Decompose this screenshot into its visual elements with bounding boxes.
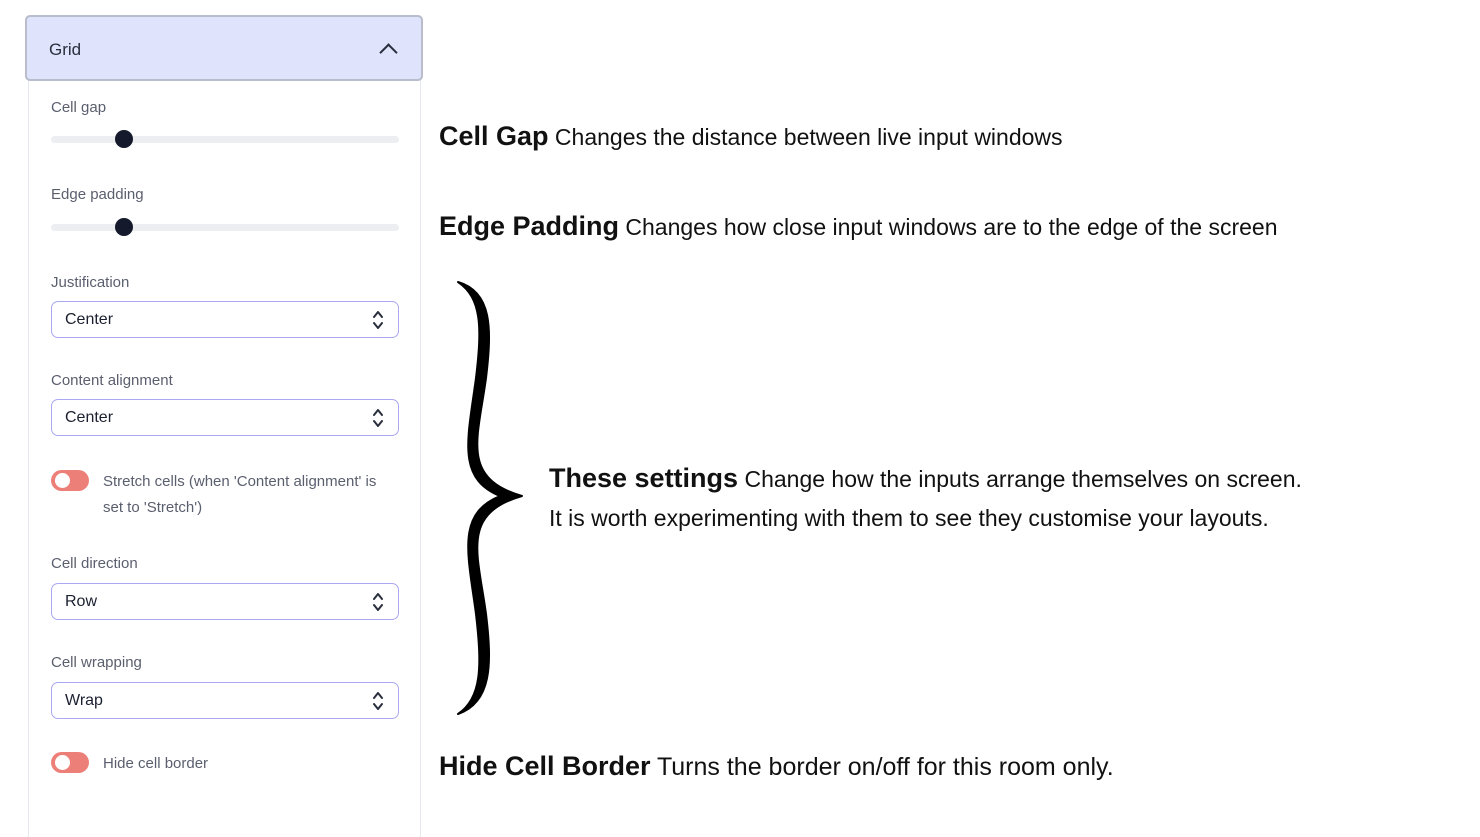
edge-padding-annotation-text: Changes how close input windows are to the edge of the screen xyxy=(625,214,1278,240)
cell-gap-slider-thumb[interactable] xyxy=(115,130,133,148)
grid-section-title: Grid xyxy=(49,40,82,59)
hide-cell-border-label: Hide cell border xyxy=(103,755,209,772)
curly-brace-icon xyxy=(452,278,532,718)
up-down-chevron-icon xyxy=(372,308,384,332)
toggle-knob xyxy=(55,473,70,488)
hide-border-annotation-text: Turns the border on/off for this room only. xyxy=(656,753,1114,781)
content-alignment-value: Center xyxy=(65,409,114,426)
edge-padding-annotation xyxy=(439,211,1277,242)
stretch-cells-label xyxy=(103,469,393,521)
grid-settings-panel xyxy=(28,17,421,837)
hide-border-annotation xyxy=(439,751,1114,782)
up-down-chevron-icon xyxy=(372,590,384,614)
cell-gap-label: Cell gap xyxy=(51,99,107,116)
up-down-chevron-icon xyxy=(372,406,384,430)
cell-gap-annotation-title: Cell Gap xyxy=(439,121,549,151)
edge-padding-slider[interactable] xyxy=(51,224,399,231)
edge-padding-slider-thumb[interactable] xyxy=(115,218,133,236)
grid-section-header[interactable] xyxy=(25,15,423,81)
justification-label: Justification xyxy=(51,274,130,291)
cell-wrapping-value: Wrap xyxy=(65,692,103,709)
content-alignment-select[interactable] xyxy=(51,399,399,436)
cell-gap-slider[interactable] xyxy=(51,136,399,143)
up-down-chevron-icon xyxy=(372,689,384,713)
cell-gap-annotation xyxy=(439,121,1063,152)
chevron-up-icon[interactable] xyxy=(379,43,397,61)
stretch-cells-label-line1: Stretch cells (when 'Content alignment' is xyxy=(103,473,377,490)
cell-wrapping-select[interactable] xyxy=(51,682,399,719)
hide-cell-border-toggle[interactable] xyxy=(51,752,89,773)
cell-direction-value: Row xyxy=(65,593,98,610)
settings-annotation-line2: It is worth experimenting with them to see they customise your layouts. xyxy=(549,505,1269,531)
justification-value: Center xyxy=(65,311,114,328)
justification-select[interactable] xyxy=(51,301,399,338)
toggle-knob xyxy=(55,755,70,770)
cell-direction-select[interactable] xyxy=(51,583,399,620)
settings-annotation-title: These settings xyxy=(549,463,739,493)
cell-direction-label: Cell direction xyxy=(51,555,138,572)
cell-gap-annotation-text: Changes the distance between live input windows xyxy=(554,124,1063,150)
stretch-cells-label-line2: set to 'Stretch') xyxy=(103,499,203,516)
cell-wrapping-label: Cell wrapping xyxy=(51,654,142,671)
hide-border-annotation-title: Hide Cell Border xyxy=(439,751,651,781)
settings-annotation xyxy=(549,463,1302,494)
content-alignment-label: Content alignment xyxy=(51,372,173,389)
edge-padding-label: Edge padding xyxy=(51,186,144,203)
stretch-cells-toggle[interactable] xyxy=(51,470,89,491)
edge-padding-annotation-title: Edge Padding xyxy=(439,211,620,241)
settings-annotation-text1: Change how the inputs arrange themselves on screen. xyxy=(744,466,1302,492)
